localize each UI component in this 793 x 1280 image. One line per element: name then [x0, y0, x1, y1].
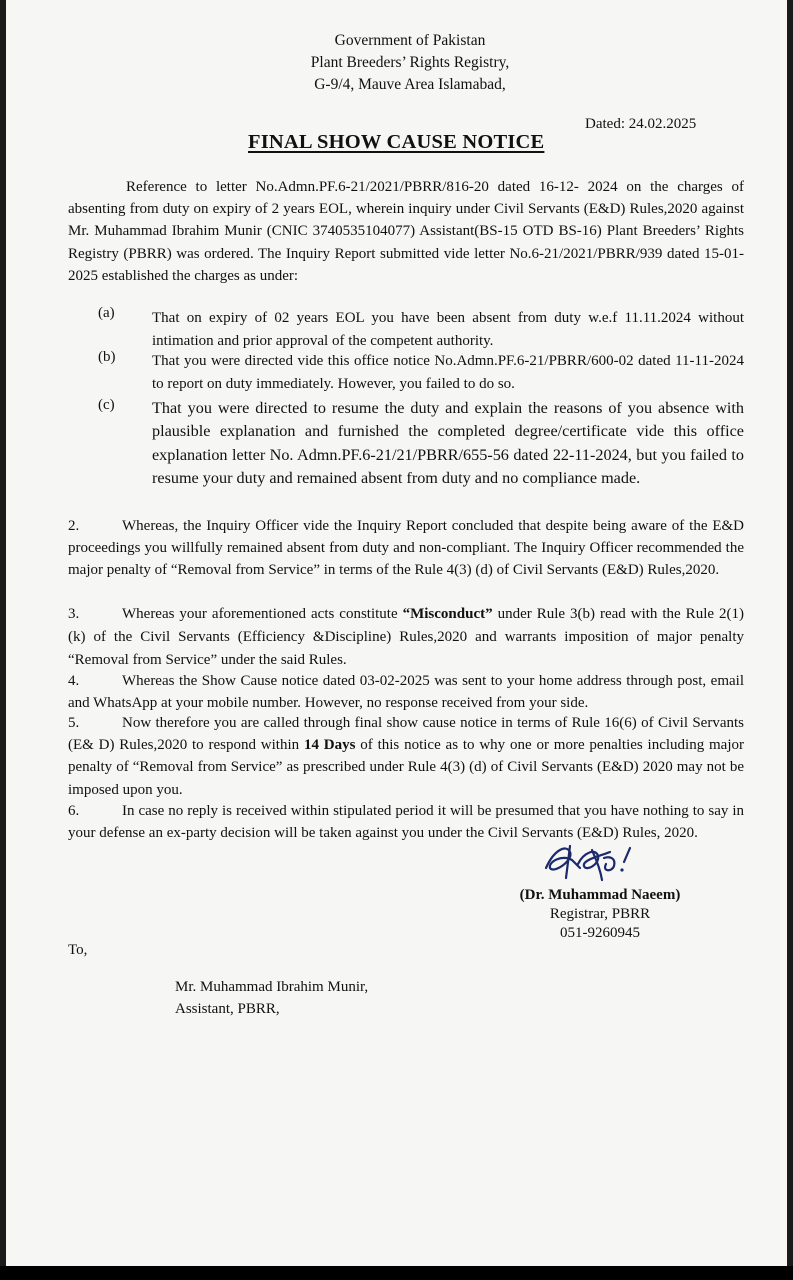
paragraph-2-text: Whereas, the Inquiry Officer vide the Inquiry Report concluded that despite being aware of the E&D proceedings you willfully remained absent from duty and non-compliant. The Inquiry Officer recommended the major penalty of “Removal from Service” in terms of the Rule 4(3) (d) of Civil Servants (E&D) Rules,2020.: [68, 518, 744, 579]
paragraph-3-text-end: under Rule 3(b) read with the Rule 2(1)(k) of the Civil Servants (Efficiency &Discipline) Rules,2020 and warrants imposition of major penalty “Removal from Service” under the said Rules.: [68, 606, 744, 668]
paragraph-5-text-start: Now therefore you are called through final show cause notice in terms of Rule 16(6) of Civil Servants (E& D) Rules,2020 to respond within: [68, 715, 744, 754]
charge-a-label: (a): [98, 305, 115, 321]
charge-b-text: That you were directed vide this office notice No.Admn.PF.6-21/PBRR/600-02 dated 11-11-2024 to report on duty immediately. However, you failed to do so.: [152, 353, 744, 393]
paragraph-2: [68, 515, 744, 582]
paragraph-5-number: 5.: [68, 715, 80, 731]
letterhead-line-2: Plant Breeders’ Rights Registry,: [310, 54, 510, 71]
paragraph-2-number: 2.: [68, 518, 80, 534]
paragraph-6-text: In case no reply is received within stipulated period it will be presumed that you have nothing to say in your defense an ex-party decision will be taken against you under the Civil Servants (E&D) Rules, 2020.: [68, 803, 744, 842]
signatory-block: [500, 886, 700, 943]
paragraph-3-text-start: Whereas your aforementioned acts constitute: [122, 606, 403, 622]
signatory-designation: Registrar, PBRR: [549, 906, 651, 922]
signatory-name: (Dr. Muhammad Naeem): [519, 887, 681, 903]
misconduct-emphasis: “Misconduct”: [402, 606, 493, 622]
paragraph-6-number: 6.: [68, 803, 80, 819]
paragraph-4-text: Whereas the Show Cause notice dated 03-02-2025 was sent to your home address through post, email and WhatsApp at your mobile number. However, no response received from your side.: [68, 673, 744, 712]
paragraph-3: [68, 603, 744, 672]
addressee-designation: Assistant, PBRR,: [175, 1001, 280, 1017]
intro-paragraph: Reference to letter No.Admn.PF.6-21/2021/PBRR/816-20 dated 16-12- 2024 on the charges of absenting from duty on expiry of 2 years EOL, wherein inquiry under Civil Servants (E&D) Rules,2020 against Mr. Muhammad Ibrahim Munir (CNIC 3740535104077) Assistant(BS-15 OTD BS-16) Plant Breeders’ Rights Registry (PBRR) was ordered. The Inquiry Report submitted vide letter No.6-21/2021/PBRR/939 dated 15-01-2025 established the charges as under:: [68, 179, 744, 284]
charge-b-label: (b): [98, 349, 116, 365]
paragraph-3-number: 3.: [68, 606, 80, 622]
fourteen-days-emphasis: 14 Days: [303, 737, 356, 754]
letterhead-line-3: G-9/4, Mauve Area Islamabad,: [314, 76, 506, 93]
addressee-block: [175, 976, 368, 1020]
to-label: To,: [68, 942, 88, 958]
bottom-edge: [0, 1266, 793, 1280]
charge-c-label: (c): [98, 397, 115, 413]
letterhead-line-1: Government of Pakistan: [334, 32, 486, 49]
charge-c-text: That you were directed to resume the duty and explain the reasons of you absence with plausible explanation and furnished the completed degree/certificate vide this office explanation letter No. Admn.PF.6-21/21/PBRR/655-56 dated 22-11-2024, but you failed to resume your duty and remained absent from duty and no compliance made.: [152, 399, 744, 488]
signatory-phone: 051-9260945: [560, 925, 640, 941]
notice-title: FINAL SHOW CAUSE NOTICE: [248, 131, 545, 153]
paragraph-4-number: 4.: [68, 673, 80, 689]
addressee-name: Mr. Muhammad Ibrahim Munir,: [175, 979, 369, 995]
paragraph-4: [68, 670, 744, 714]
paragraph-5: [68, 712, 744, 801]
paragraph-5-text-end: of this notice as to why one or more penalties including major penalty of “Removal from Service” as prescribed under Rule 4(3) (d) of Civil Servants (E&D) 2020 may not be imposed upon you.: [68, 737, 745, 798]
charge-a-text: That on expiry of 02 years EOL you have been absent from duty w.e.f 11.11.2024 without intimation and prior approval of the competent authority.: [152, 310, 744, 350]
handwritten-signature: [540, 838, 650, 890]
date-line: Dated: 24.02.2025: [585, 116, 697, 132]
letterhead: [0, 30, 793, 96]
